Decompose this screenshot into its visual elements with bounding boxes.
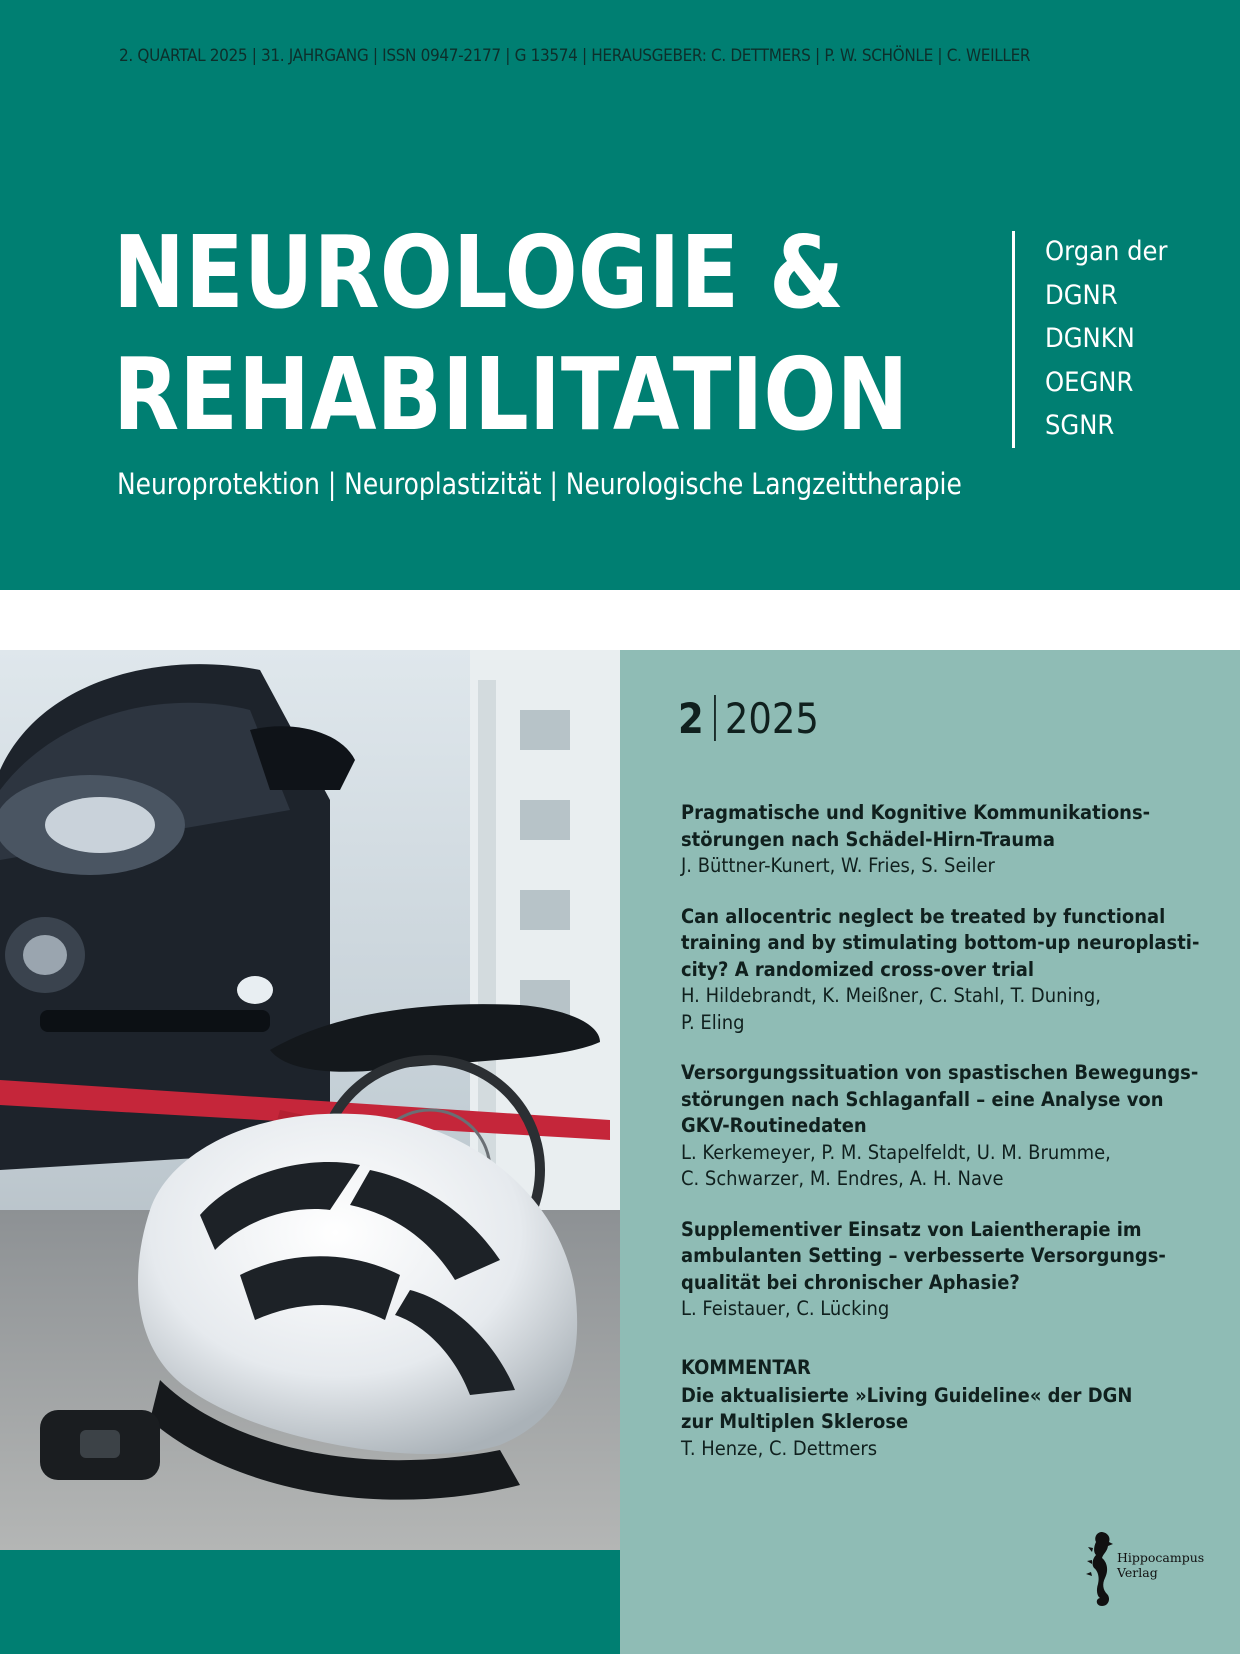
publisher-name-line: Hippocampus <box>1117 1550 1205 1565</box>
journal-subtitle: Neuroprotektion | Neuroplastizität | Neurologische Langzeittherapie <box>117 467 962 501</box>
publisher-logo <box>1085 1528 1205 1610</box>
article-authors <box>681 853 1159 880</box>
society-oegnr: OEGNR <box>1045 366 1134 398</box>
article-title <box>681 904 1200 984</box>
title-divider <box>1012 231 1015 448</box>
article-title-line: ambulanten Setting – verbesserte Versorgungs- <box>681 1244 1166 1267</box>
article-title-line: qualität bei chronischer Aphasie? <box>681 1270 1020 1294</box>
article-title-line: city? A randomized cross-over trial <box>681 957 1034 981</box>
table-of-contents <box>681 800 1201 1486</box>
comment-section <box>681 1353 1159 1463</box>
article-authors <box>681 983 1159 1036</box>
journal-title <box>113 212 908 456</box>
article-authors-line: J. Büttner-Kunert, W. Fries, S. Seiler <box>681 854 995 877</box>
comment-title-line: zur Multiplen Sklerose <box>681 1410 909 1433</box>
article-title-line: störungen nach Schlaganfall – eine Analyse von <box>681 1087 1164 1111</box>
cover-photo <box>0 650 620 1550</box>
journal-title-line-2: REHABILITATION <box>113 336 909 453</box>
comment-authors-line: T. Henze, C. Dettmers <box>681 1436 878 1460</box>
article-2 <box>681 904 1200 1037</box>
issue-divider <box>714 695 716 741</box>
article-title-line: Versorgungssituation von spastischen Bewegungs- <box>681 1061 1199 1084</box>
article-title-line: störungen nach Schädel-Hirn-Trauma <box>681 827 1055 851</box>
society-dgnkn: DGNKN <box>1045 323 1135 354</box>
article-authors-line: H. Hildebrandt, K. Meißner, C. Stahl, T. Duning, <box>681 984 1101 1007</box>
publisher-name-line: Verlag <box>1117 1565 1158 1580</box>
article-3 <box>681 1060 1199 1193</box>
article-title <box>681 1060 1199 1140</box>
publisher-name <box>1117 1550 1204 1580</box>
article-authors-line: L. Kerkemeyer, P. M. Stapelfeldt, U. M. Brumme, <box>681 1140 1111 1164</box>
article-authors-line: C. Schwarzer, M. Endres, A. H. Nave <box>681 1167 1004 1190</box>
organ-label: Organ der <box>1045 236 1168 267</box>
article-authors-line: L. Feistauer, C. Lücking <box>681 1297 890 1320</box>
issue-num: 2 <box>678 694 704 743</box>
article-authors <box>681 1140 1159 1193</box>
comment-authors <box>681 1436 1159 1463</box>
society-sgnr: SGNR <box>1045 410 1115 441</box>
society-dgnr: DGNR <box>1045 279 1118 311</box>
comment-title <box>681 1383 1159 1436</box>
article-title <box>681 800 1159 853</box>
separator-band <box>0 590 1240 650</box>
issue-meta-line: 2. QUARTAL 2025 | 31. JAHRGANG | ISSN 0947-2177 | G 13574 | HERAUSGEBER: C. DETTMERS | P. W. SCHÖNLE | C. WEILLER <box>119 46 1031 66</box>
issue-year: 2025 <box>724 694 819 743</box>
article-4 <box>681 1217 1166 1323</box>
seahorse-icon <box>1085 1528 1115 1610</box>
article-title-line: Supplementiver Einsatz von Laientherapie im <box>681 1217 1142 1241</box>
footer-band <box>0 1550 620 1654</box>
comment-title-line: Die aktualisierte »Living Guideline« der DGN <box>681 1383 1133 1407</box>
article-title <box>681 1217 1166 1297</box>
organ-list <box>1045 230 1167 448</box>
article-authors-line: P. Eling <box>681 1010 745 1034</box>
issue-number <box>678 694 819 743</box>
article-authors <box>681 1296 1159 1323</box>
article-title-line: GKV-Routinedaten <box>681 1114 867 1137</box>
article-title-line: training and by stimulating bottom-up neuroplasti- <box>681 931 1200 954</box>
article-1 <box>681 800 1159 880</box>
article-title-line: Pragmatische und Kognitive Kommunikations- <box>681 801 1151 824</box>
comment-label: KOMMENTAR <box>681 1355 811 1379</box>
accident-scene-illustration <box>0 650 620 1550</box>
article-title-line: Can allocentric neglect be treated by functional <box>681 904 1166 928</box>
journal-title-line-1: NEUROLOGIE & <box>113 214 844 331</box>
